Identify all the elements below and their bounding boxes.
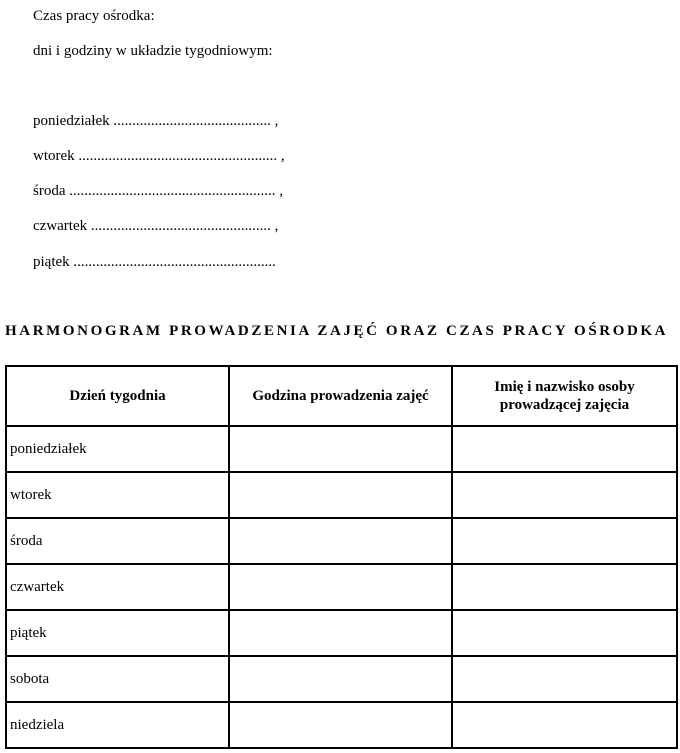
- table-row: [6, 518, 677, 564]
- header-day: Dzień tygodnia: [6, 366, 229, 426]
- schedule-table: [5, 365, 678, 749]
- table-row: [6, 426, 677, 472]
- day-cell: niedziela: [6, 702, 229, 748]
- hours-cell[interactable]: [229, 656, 452, 702]
- hours-cell[interactable]: [229, 564, 452, 610]
- day-cell: czwartek: [6, 564, 229, 610]
- header-hours: Godzina prowadzenia zajęć: [229, 366, 452, 426]
- working-hours-line-monday: poniedziałek .......................................... ,: [33, 113, 279, 129]
- table-row: [6, 564, 677, 610]
- person-cell[interactable]: [452, 702, 677, 748]
- hours-cell[interactable]: [229, 472, 452, 518]
- person-cell[interactable]: [452, 564, 677, 610]
- table-row: [6, 656, 677, 702]
- person-cell[interactable]: [452, 610, 677, 656]
- header-person-line2: prowadzącej zajęcia: [499, 397, 630, 413]
- hours-cell[interactable]: [229, 702, 452, 748]
- schedule-header-row: [6, 366, 677, 426]
- person-cell[interactable]: [452, 426, 677, 472]
- working-hours-line-friday: piątek ......................................................: [33, 254, 276, 270]
- header-person: [452, 366, 677, 426]
- day-cell: środa: [6, 518, 229, 564]
- table-row: [6, 610, 677, 656]
- working-hours-subheading: dni i godziny w układzie tygodniowym:: [33, 43, 273, 59]
- day-cell: poniedziałek: [6, 426, 229, 472]
- person-cell[interactable]: [452, 656, 677, 702]
- table-row: [6, 702, 677, 748]
- working-hours-line-thursday: czwartek ................................................ ,: [33, 218, 279, 234]
- day-cell: sobota: [6, 656, 229, 702]
- hours-cell[interactable]: [229, 610, 452, 656]
- day-cell: wtorek: [6, 472, 229, 518]
- table-row: [6, 472, 677, 518]
- working-hours-line-tuesday: wtorek ..................................................... ,: [33, 148, 285, 164]
- person-cell[interactable]: [452, 518, 677, 564]
- schedule-title: HARMONOGRAM PROWADZENIA ZAJĘĆ ORAZ CZAS PRACY OŚRODKA: [5, 323, 669, 339]
- working-hours-heading: Czas pracy ośrodka:: [33, 8, 155, 24]
- day-cell: piątek: [6, 610, 229, 656]
- hours-cell[interactable]: [229, 426, 452, 472]
- person-cell[interactable]: [452, 472, 677, 518]
- hours-cell[interactable]: [229, 518, 452, 564]
- header-person-line1: Imię i nazwisko osoby: [494, 379, 635, 395]
- working-hours-line-wednesday: środa ....................................................... ,: [33, 183, 283, 199]
